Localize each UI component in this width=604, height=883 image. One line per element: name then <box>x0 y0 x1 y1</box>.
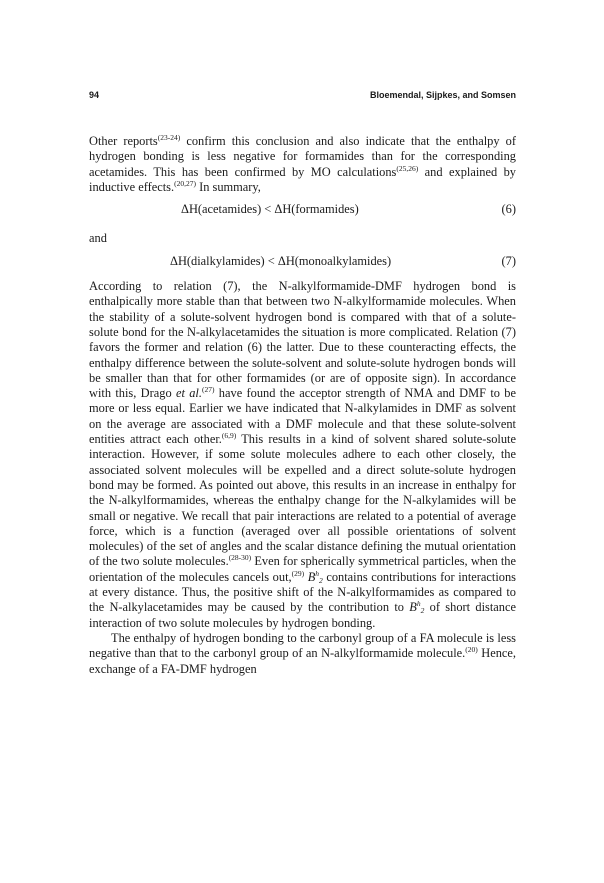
equation-6-number: (6) <box>501 202 516 217</box>
paragraph-1 <box>89 134 516 195</box>
connector-text: and <box>89 231 107 246</box>
citation-ref: (25,26) <box>396 163 419 173</box>
paragraph-2-text-c: This results in a kind of solvent shared solute-solute interaction. However, if some solute molecules adhere to each other closely, the associated solvent molecules will be expelled and a direct solute-solute hydrogen bond may be formed. As pointed out above, this results in an increase in enthalpy for the N-alkylformamides, whereas the enthalpy change for the N-alkylamides will be small or negative. We recall that pair interactions are related to a potential of average force, which is a function (averaged over all possible orientations of solvent molecules) of the set of angles and the scalar distance defining the mutual orientation of the two solute molecules. <box>89 432 516 569</box>
paragraph-2-text-b: have found the acceptor strength of NMA and DMF to be more or less equal. Earlier we have indicated that N-alkylamides in DMF as solvent on the average are associated with a DMF molecule and that these solute-solvent entities attract each other. <box>89 386 516 447</box>
citation-ref: (28-30) <box>228 553 252 563</box>
paragraph-3 <box>89 631 516 677</box>
equation-7-number: (7) <box>501 253 516 268</box>
paragraph-1-text-d: In summary, <box>195 179 261 194</box>
paragraph-2-text-a: According to relation (7), the N-alkylformamide-DMF hydrogen bond is enthalpically more stable than that between two N-alkylformamide molecules. When the stability of a solute-solvent hydrogen bond is compared with that of a solute-solute bond for the N-alkylacetamides the situation is more complicated. Relation (7) favors the former and relation (6) the latter. Due to these counteracting effects, the enthalpy difference between the solute-solvent and solute-solute hydrogen bonds will be smaller than that for other formamides (or are of opposite sign). In accordance with this, Drago <box>89 279 516 401</box>
equation-6-expression: ΔH(acetamides) < ΔH(formamides) <box>181 202 359 217</box>
document-page <box>89 90 516 677</box>
equation-7 <box>89 254 516 269</box>
paragraph-1-text-b: confirm this conclusion and also indicate that the enthalpy of hydrogen bonding is less negative for formamides than for the corresponding acetamides. This has been confirmed by MO calculations <box>89 134 517 179</box>
paragraph-1-text-a: Other reports <box>89 134 158 148</box>
citation-ref: (23-24) <box>157 133 181 142</box>
page-header <box>89 90 516 100</box>
running-head: Bloemendal, Sijpkes, and Somsen <box>369 90 516 100</box>
paragraph-1-text-c: and explained by inductive effects. <box>89 164 516 194</box>
paragraph-2-text-f: of short distance interaction of two solute molecules by hydrogen bonding. <box>89 600 516 630</box>
et-al: et al. <box>175 386 202 401</box>
paragraph-2-text-d: Even for spherically symmetrical particles, when the orientation of the molecules cancels out, <box>89 554 516 584</box>
equation-7-expression: ΔH(dialkylamides) < ΔH(monoalkylamides) <box>170 253 392 268</box>
paragraph-2 <box>89 279 516 631</box>
citation-ref: (6,9) <box>221 431 237 441</box>
citation-ref: (29) <box>291 568 305 578</box>
paragraph-2-text-e: contains contributions for interactions at every distance. Thus, the positive shift of the N-alkylformamides as compared to the N-alkylacetamides may be caused by the contribution to <box>89 569 516 615</box>
second-virial-symbol: $B^h_2$ <box>307 568 323 585</box>
equation-6 <box>89 202 516 217</box>
page-number: 94 <box>89 90 100 100</box>
paragraph-3-text-a: The enthalpy of hydrogen bonding to the carbonyl group of a FA molecule is less negative than that to the carbonyl group of an N-alkylformamide molecule. <box>89 630 516 661</box>
second-virial-symbol: $B^h_2$ <box>409 599 425 616</box>
citation-ref: (27) <box>201 385 215 395</box>
citation-ref: (20,27) <box>174 178 196 188</box>
citation-ref: (20) <box>465 645 478 655</box>
paragraph-3-text-b: Hence, exchange of a FA-DMF hydrogen <box>89 646 516 676</box>
